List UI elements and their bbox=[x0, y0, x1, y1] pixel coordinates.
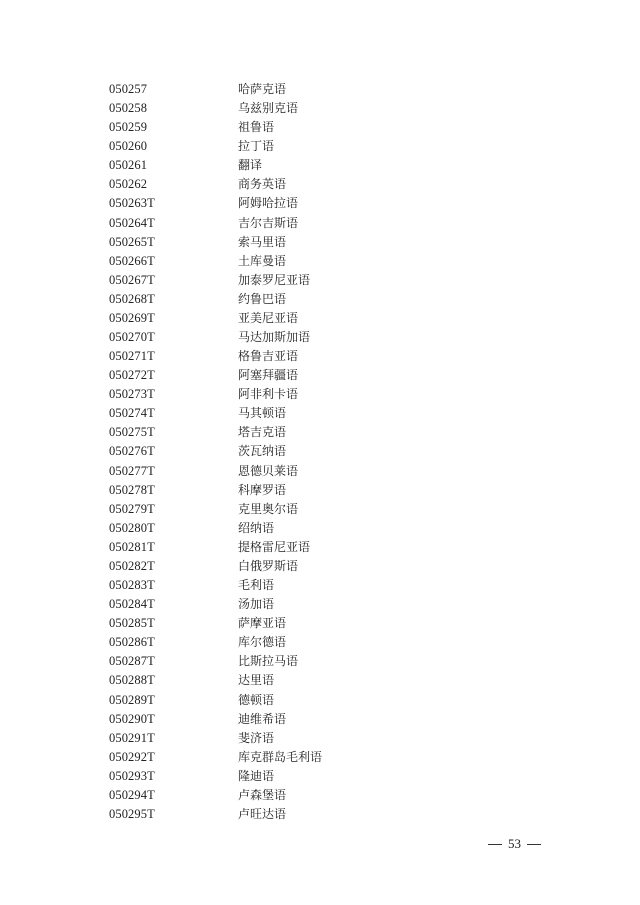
footer-dash-right bbox=[527, 844, 541, 845]
list-item bbox=[0, 233, 640, 252]
list-item bbox=[0, 652, 640, 671]
major-code: 050273T bbox=[109, 387, 155, 402]
major-code: 050290T bbox=[109, 711, 155, 726]
list-item bbox=[0, 99, 640, 118]
major-name: 迪维希语 bbox=[238, 711, 287, 726]
list-item bbox=[0, 519, 640, 538]
major-code: 050286T bbox=[109, 635, 155, 650]
major-code: 050294T bbox=[109, 787, 155, 802]
major-name: 乌兹别克语 bbox=[238, 101, 299, 116]
list-item bbox=[0, 404, 640, 423]
list-item bbox=[0, 271, 640, 290]
page-footer bbox=[488, 835, 548, 853]
list-item bbox=[0, 137, 640, 156]
major-code: 050263T bbox=[109, 196, 155, 211]
major-name: 达里语 bbox=[238, 673, 275, 688]
list-item bbox=[0, 576, 640, 595]
list-item bbox=[0, 423, 640, 442]
major-code: 050291T bbox=[109, 730, 155, 745]
major-code: 050278T bbox=[109, 482, 155, 497]
list-item bbox=[0, 156, 640, 175]
major-code: 050284T bbox=[109, 597, 155, 612]
major-code: 050275T bbox=[109, 425, 155, 440]
major-name: 塔吉克语 bbox=[238, 425, 287, 440]
major-name: 拉丁语 bbox=[238, 139, 275, 154]
major-name: 斐济语 bbox=[238, 730, 275, 745]
major-code: 050289T bbox=[109, 692, 155, 707]
major-name: 萨摩亚语 bbox=[238, 616, 287, 631]
list-item bbox=[0, 805, 640, 824]
major-code: 050282T bbox=[109, 558, 155, 573]
list-item bbox=[0, 538, 640, 557]
list-item bbox=[0, 633, 640, 652]
major-name: 加泰罗尼亚语 bbox=[238, 272, 311, 287]
major-name: 茨瓦纳语 bbox=[238, 444, 287, 459]
major-code: 050283T bbox=[109, 578, 155, 593]
list-item bbox=[0, 175, 640, 194]
list-item bbox=[0, 366, 640, 385]
major-code: 050264T bbox=[109, 215, 155, 230]
major-name: 隆迪语 bbox=[238, 768, 275, 783]
footer-dash-left bbox=[488, 844, 502, 845]
list-item bbox=[0, 691, 640, 710]
major-name: 库尔德语 bbox=[238, 635, 287, 650]
major-name: 阿塞拜疆语 bbox=[238, 368, 299, 383]
major-code: 050274T bbox=[109, 406, 155, 421]
list-item bbox=[0, 347, 640, 366]
major-code: 050276T bbox=[109, 444, 155, 459]
major-code: 050281T bbox=[109, 539, 155, 554]
list-item bbox=[0, 290, 640, 309]
major-name: 毛利语 bbox=[238, 578, 275, 593]
major-name: 吉尔吉斯语 bbox=[238, 215, 299, 230]
major-name: 商务英语 bbox=[238, 177, 287, 192]
list-item bbox=[0, 194, 640, 213]
major-code: 050270T bbox=[109, 330, 155, 345]
major-code: 050271T bbox=[109, 349, 155, 364]
major-name: 克里奥尔语 bbox=[238, 501, 299, 516]
major-name: 比斯拉马语 bbox=[238, 654, 299, 669]
major-code: 050258 bbox=[109, 101, 148, 116]
major-code: 050267T bbox=[109, 272, 155, 287]
major-list bbox=[0, 80, 640, 824]
list-item bbox=[0, 481, 640, 500]
major-code: 050280T bbox=[109, 520, 155, 535]
major-name: 马其顿语 bbox=[238, 406, 287, 421]
major-code: 050266T bbox=[109, 253, 155, 268]
major-name: 阿姆哈拉语 bbox=[238, 196, 299, 211]
major-name: 提格雷尼亚语 bbox=[238, 539, 311, 554]
major-name: 库克群岛毛利语 bbox=[238, 749, 323, 764]
list-item bbox=[0, 309, 640, 328]
major-name: 卢旺达语 bbox=[238, 806, 287, 821]
major-name: 哈萨克语 bbox=[238, 82, 287, 96]
major-code: 050293T bbox=[109, 768, 155, 783]
list-item bbox=[0, 557, 640, 576]
list-item bbox=[0, 671, 640, 690]
list-item bbox=[0, 748, 640, 767]
major-name: 白俄罗斯语 bbox=[238, 558, 299, 573]
list-item bbox=[0, 118, 640, 137]
list-item bbox=[0, 595, 640, 614]
list-item bbox=[0, 614, 640, 633]
list-item bbox=[0, 442, 640, 461]
major-code: 050288T bbox=[109, 673, 155, 688]
major-code: 050262 bbox=[109, 177, 148, 192]
major-name: 卢森堡语 bbox=[238, 787, 287, 802]
major-code: 050268T bbox=[109, 291, 155, 306]
major-code: 050295T bbox=[109, 806, 155, 821]
major-code: 050292T bbox=[109, 749, 155, 764]
list-item bbox=[0, 252, 640, 271]
major-name: 科摩罗语 bbox=[238, 482, 287, 497]
major-name: 汤加语 bbox=[238, 597, 275, 612]
major-name: 绍纳语 bbox=[238, 520, 275, 535]
major-name: 马达加斯加语 bbox=[238, 330, 311, 345]
major-name: 约鲁巴语 bbox=[238, 291, 287, 306]
major-name: 土库曼语 bbox=[238, 253, 287, 268]
list-item bbox=[0, 80, 640, 99]
major-code: 050261 bbox=[109, 158, 148, 173]
list-item bbox=[0, 385, 640, 404]
major-code: 050287T bbox=[109, 654, 155, 669]
list-item bbox=[0, 462, 640, 481]
list-item bbox=[0, 710, 640, 729]
major-name: 祖鲁语 bbox=[238, 120, 275, 135]
list-item bbox=[0, 328, 640, 347]
major-code: 050265T bbox=[109, 234, 155, 249]
major-name: 亚美尼亚语 bbox=[238, 310, 299, 325]
major-code: 050260 bbox=[109, 139, 148, 154]
major-name: 格鲁吉亚语 bbox=[238, 349, 299, 364]
major-code: 050279T bbox=[109, 501, 155, 516]
list-item bbox=[0, 214, 640, 233]
major-code: 050272T bbox=[109, 368, 155, 383]
major-code: 050285T bbox=[109, 616, 155, 631]
list-item bbox=[0, 500, 640, 519]
major-code: 050269T bbox=[109, 310, 155, 325]
page-number: 53 bbox=[508, 836, 521, 851]
major-name: 德顿语 bbox=[238, 692, 275, 707]
list-item bbox=[0, 786, 640, 805]
list-item bbox=[0, 767, 640, 786]
major-name: 阿非利卡语 bbox=[238, 387, 299, 402]
major-name: 索马里语 bbox=[238, 234, 287, 249]
major-name: 翻译 bbox=[238, 158, 263, 173]
major-name: 恩德贝莱语 bbox=[238, 463, 299, 478]
major-code: 050257 bbox=[109, 82, 148, 96]
list-item bbox=[0, 729, 640, 748]
major-code: 050259 bbox=[109, 120, 148, 135]
major-code: 050277T bbox=[109, 463, 155, 478]
